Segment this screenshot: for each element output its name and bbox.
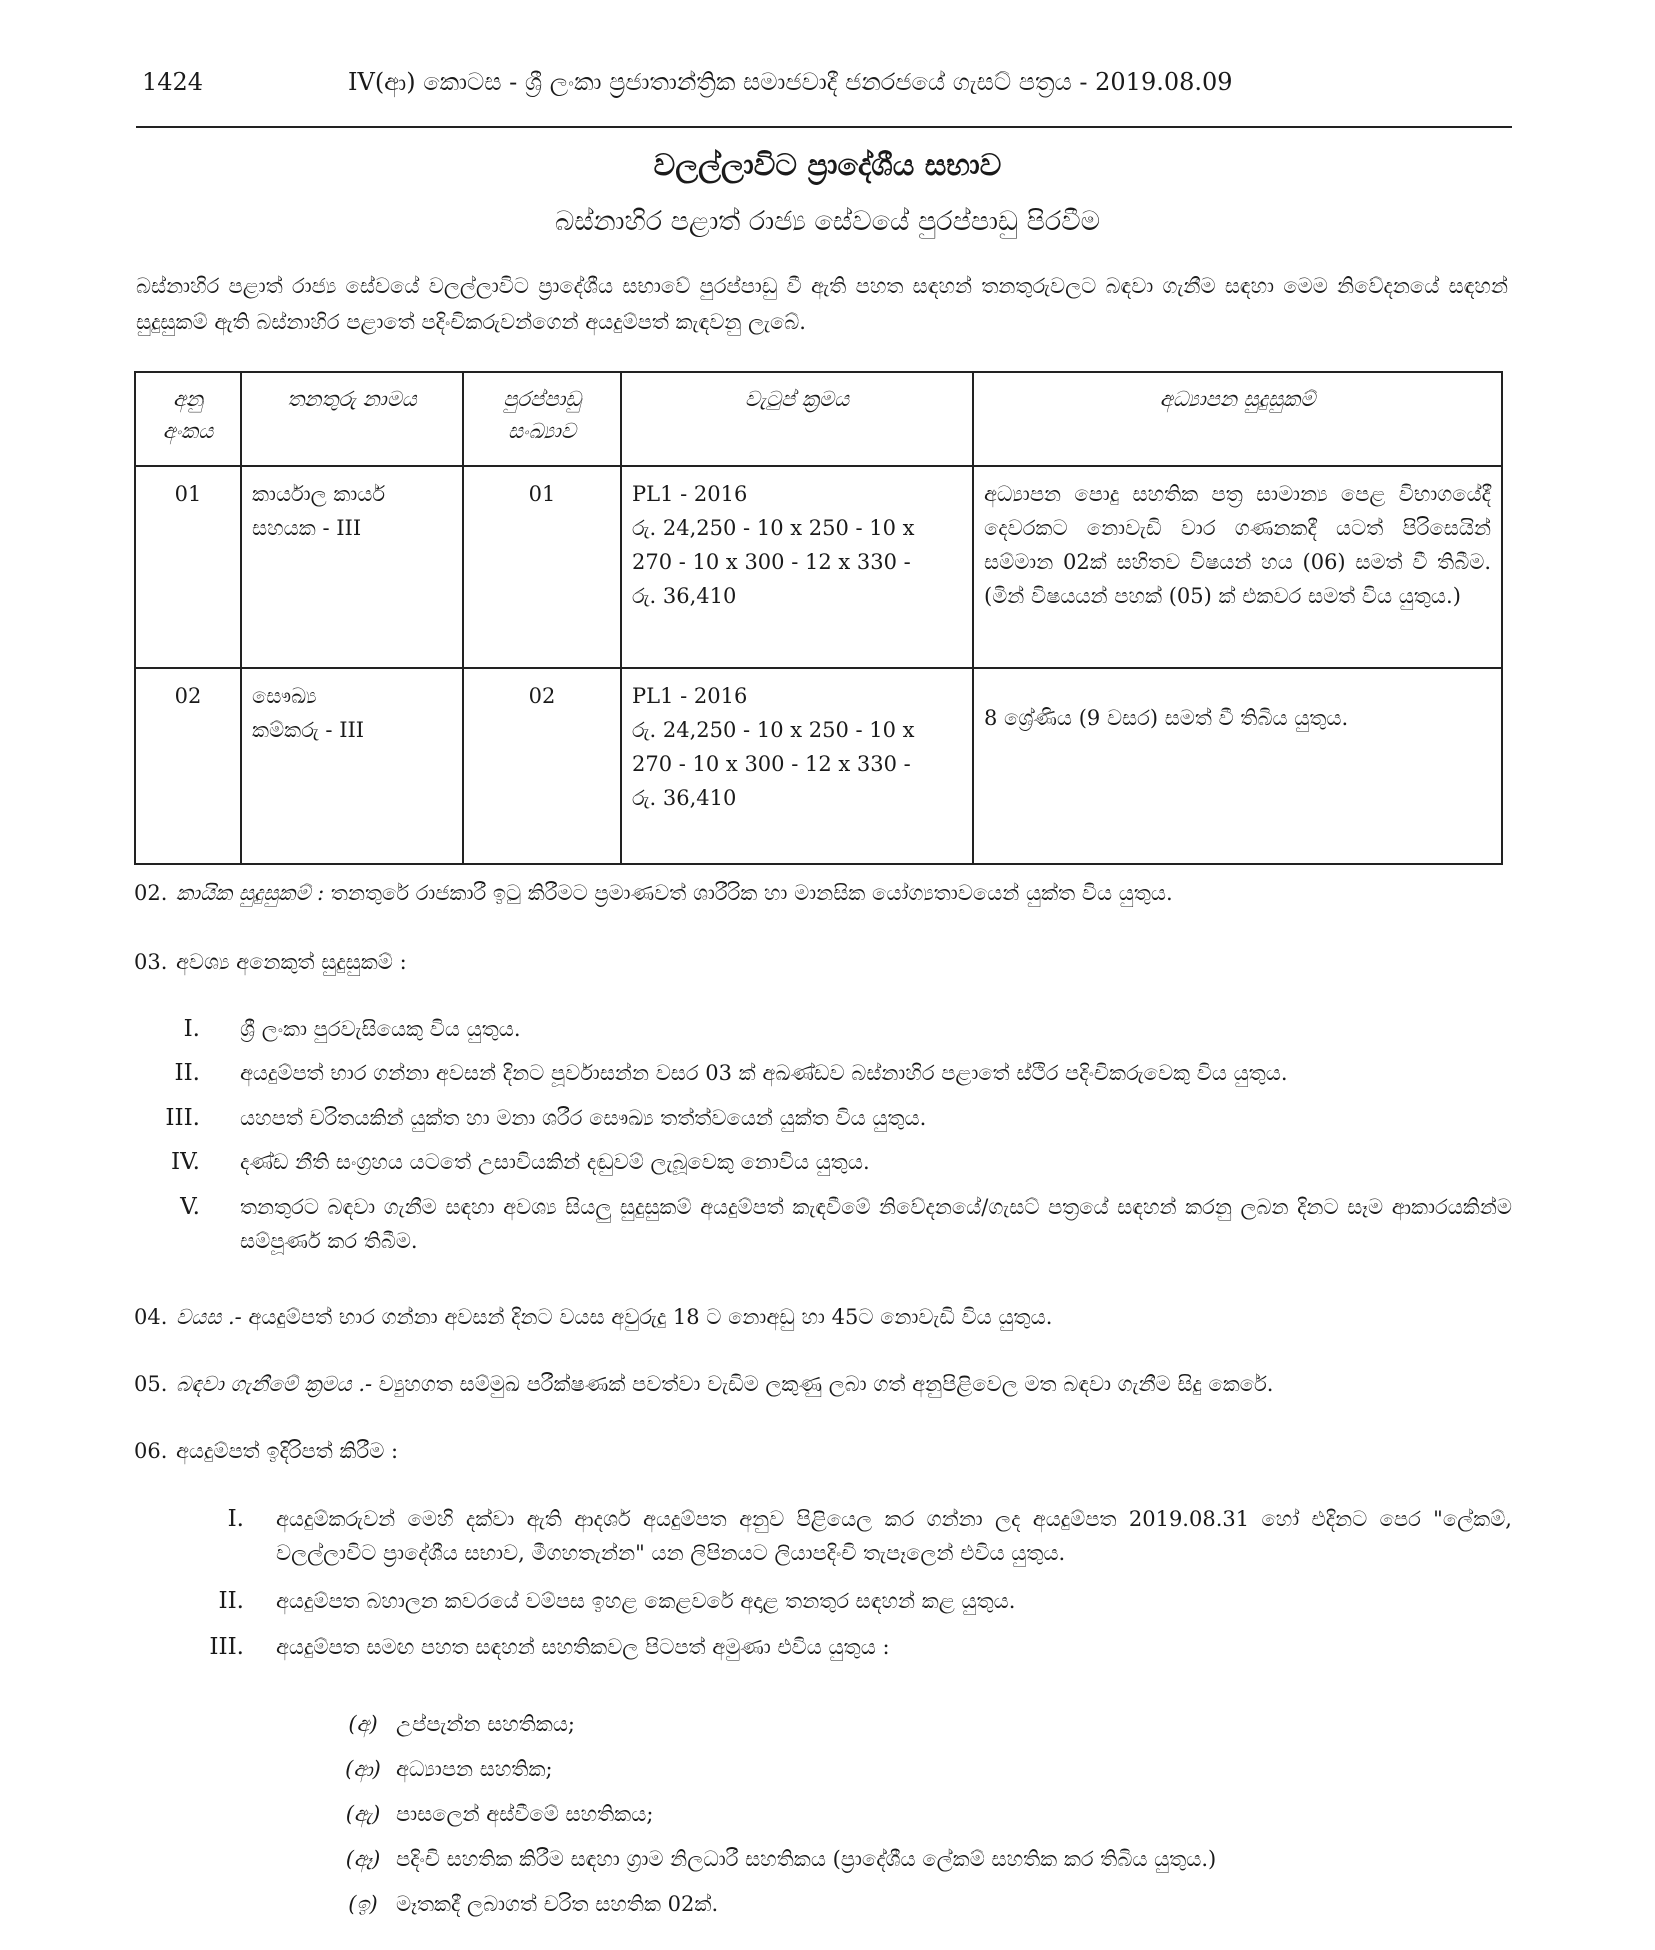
list-item: (ආ) අධ්‍යාපන සහතික; [345, 1757, 553, 1781]
row-salary-scale: PL1 - 2016 රු. 24,250 - 10 x 250 - 10 x 270 - 10 x 300 - 12 x 330 - රු. 36,410 [621, 466, 973, 668]
table-row [135, 668, 1502, 864]
list-item: (ඉ) මෑතකදී ලබාගත් චරිත සහතික 02ක්. [348, 1892, 719, 1916]
table-header-row [135, 372, 1502, 466]
notice-subject: බස්නාහිර පළාත් රාජ්‍ය සේවයේ පුරප්පාඩු පිරවීම [554, 206, 1101, 237]
section-03-heading: 03. අවශ්‍ය අනෙකුත් සුදුසුකම් : [134, 950, 407, 974]
page-header [138, 68, 1510, 108]
gazette-page: 1424 IV(ආ) කොටස - ශ්‍රී ලංකා ප්‍රජාතාන්ත්‍රික සමාජවාදී ජනරජයේ ගැසට් පත්‍රය - 2019.08.09 වලල්ලාවිට ප්‍රාදේශීය සභාව බස්නාහිර පළාත් රාජ්‍ය සේවයේ පුරප්පාඩු පිරවීම බස්නාහිර පළාත් රාජ්‍ය සේවයේ වලල්ලාවිට ප්‍රාදේශීය සභාවේ පුරප්පාඩු වී ඇති පහත සඳහන් තනතුරුවලට බඳවා ගැනීම සඳහා මෙම නිවේදනයේ සඳහන් සුදුසුකම් ඇති බස්නාහිර පළාතේ පදිංචිකරුවන්ගෙන් අයදුම්පත් කැඳවනු ලැබේ. අනු අංකය තනතුරු නාමය පුරප්පාඩු සංඛ්‍යාව වැටුප් ක්‍රමය අධ්‍යාපන සුදුසුකම් 01 කාර්යාල කාර්ය සහයක - III 01 PL1 - 2016 රු. 24,250 - 10 x 250 - 10 x 270 - 10 x 300 - 12 x 330 - රු. 36,410 අධ්‍යාපන පොදු සහතික පත්‍ර සාමාන්‍ය පෙළ විභාගයේදී දෙවරකට නොවැඩි වාර ගණනකදී යටත් පිරිසෙයින් සම්මාන 02ක් සහිතව විෂයන් හය (06) සමත් වී තිබීම. (මින් විෂයයන් පහක් (05) ක් එකවර සමත් විය යුතුය.) 02 සෞඛ්‍ය කම්කරු - III 02 PL1 - 2016 රු. 24,250 - 10 x 250 - 10 x 270 - 10 x 300 - 12 x 330 - රු. 36,410 8 ශ්‍රේණිය (9 වසර) සමත් වී තිබිය යුතුය. 02. කායික සුදුසුකම් : තනතුරේ රාජකාරී ඉටු කිරීමට ප්‍රමාණවත් ශාරීරික හා මානසික යෝග්‍යතාවයෙන් යුක්ත විය යුතුය. 03. අවශ්‍ය අනෙකුත් සුදුසුකම් : I. ශ්‍රී ලංකා පුරවැසියෙකු විය යුතුය. II. අයදුම්පත් භාර ගන්නා අවසන් දිනට පූර්වාසන්න වසර 03 ක් අඛණ්ඩව බස්නාහිර පළාතේ ස්ථිර පදිංචිකරුවෙකු විය යුතුය. III. යහපත් චරිතයකින් යුක්ත හා මනා ශරීර සෞඛ්‍ය තත්ත්වයෙන් යුක්ත විය යුතුය. IV. දණ්ඩ නීති සංග්‍රහය යටතේ උසාවියකින් දඬුවම් ලැබූවෙකු නොවිය යුතුය. V. තනතුරට බඳවා ගැනීම සඳහා අවශ්‍ය සියලු සුදුසුකම් අයදුම්පත් කැඳවීමේ නිවේදනයේ/ගැසට් පත්‍රයේ සඳහන් කරනු ලබන දිනට සෑම ආකාරයකින්ම සම්පූර්ණ කර තිබීම. 04. වයස .- අයදුම්පත් භාර ගන්නා අවසන් දිනට වයස අවුරුදු 18 ට නොඅඩු හා 45ට නොවැඩි විය යුතුය. 05. බඳවා ගැනීමේ ක්‍රමය .- ව්‍යුහගත සම්මුඛ පරීක්ෂණක් පවත්වා වැඩිම ලකුණු ලබා ගත් අනුපිළිවෙල මත බඳවා ගැනීම සිදු කෙරේ. 06. අයදුම්පත් ඉදිරිපත් කිරීම : I. අයදුම්කරුවන් මෙහි දක්වා ඇති ආදර්ශ අයදුම්පත අනුව පිළියෙල කර ගන්නා ලද අයදුම්පත 2019.08.31 හෝ එදිනට පෙර "ලේකම්, වලල්ලාවිට ප්‍රාදේශීය සභාව, මීගහතැන්න" යන ලිපිනයට ලියාපදිංචි තැපෑලෙන් එවිය යුතුය. II. අයදුම්පත බහාලන කවරයේ වම්පස ඉහළ කෙළවරේ අදාළ තනතුර සඳහන් කළ යුතුය. III. අයදුම්පත සමඟ පහත සඳහන් සහතිකවල පිටපත් අමුණා එවිය යුතුය : (අ) උප්පැන්න සහතිකය; (ආ) අධ්‍යාපන සහතික; (ඇ) පාසලෙන් අස්වීමේ සහතිකය; (ඈ) පදිංචි සහතික කිරීම සඳහා ග්‍රාම නිලධාරී සහතිකය (ප්‍රාදේශීය ලේකම් සහතික කර තිබිය යුතුය.) (ඉ) මෑතකදී ලබාගත් චරිත සහතික 02ක්. [0, 0, 1655, 1950]
header-rule [136, 126, 1512, 128]
section-05-recruitment-method: 05. බඳවා ගැනීමේ ක්‍රමය .- ව්‍යුහගත සම්මුඛ පරීක්ෂණක් පවත්වා වැඩිම ලකුණු ලබා ගත් අනුපිළිවෙල මත බඳවා ගැනීම සිදු කෙරේ. [134, 1372, 1274, 1396]
section-02-physical: 02. කායික සුදුසුකම් : තනතුරේ රාජකාරී ඉටු කිරීමට ප්‍රමාණවත් ශාරීරික හා මානසික යෝග්‍යතාවයෙන් යුක්ත විය යුතුය. [134, 881, 1173, 905]
header-post-name: තනතුරු නාමය [241, 372, 463, 466]
header-salary-scale: වැටුප් ක්‍රමය [621, 372, 973, 466]
row-post-name: කාර්යාල කාර්ය සහයක - III [241, 466, 463, 668]
vacancy-table [134, 371, 1503, 865]
intro-paragraph: බස්නාහිර පළාත් රාජ්‍ය සේවයේ වලල්ලාවිට ප්‍රාදේශීය සභාවේ පුරප්පාඩු වී ඇති පහත සඳහන් තනතුරුවලට බඳවා ගැනීම සඳහා මෙම නිවේදනයේ සඳහන් සුදුසුකම් ඇති බස්නාහිර පළාතේ පදිංචිකරුවන්ගෙන් අයදුම්පත් කැඳවනු ලැබේ. [136, 274, 1508, 334]
authority-title: වලල්ලාවිට ප්‍රාදේශීය සභාව [653, 148, 1002, 183]
list-item: (ඈ) පදිංචි සහතික කිරීම සඳහා ග්‍රාම නිලධාරී සහතිකය (ප්‍රාදේශීය ලේකම් සහතික කර තිබිය යුතුය.) [345, 1847, 1217, 1871]
row-serial-no: 01 [135, 466, 241, 668]
row-qualifications: 8 ශ්‍රේණිය (9 වසර) සමත් වී තිබිය යුතුය. [973, 668, 1502, 864]
list-item: (අ) උප්පැන්න සහතිකය; [348, 1712, 575, 1736]
row-vacancy-count: 01 [463, 466, 621, 668]
header-vacancy-count: පුරප්පාඩු සංඛ්‍යාව [463, 372, 621, 466]
row-salary-scale: PL1 - 2016 රු. 24,250 - 10 x 250 - 10 x 270 - 10 x 300 - 12 x 330 - රු. 36,410 [621, 668, 973, 864]
running-head: IV(ආ) කොටස - ශ්‍රී ලංකා ප්‍රජාතාන්ත්‍රික සමාජවාදී ජනරජයේ ගැසට් පත්‍රය - 2019.08.09 [348, 68, 1233, 96]
section-04-age: 04. වයස .- අයදුම්පත් භාර ගන්නා අවසන් දිනට වයස අවුරුදු 18 ට නොඅඩු හා 45ට නොවැඩි විය යුතුය. [134, 1305, 1053, 1329]
row-post-name: සෞඛ්‍ය කම්කරු - III [241, 668, 463, 864]
list-item: (ඇ) පාසලෙන් අස්වීමේ සහතිකය; [345, 1802, 654, 1826]
row-qualifications: අධ්‍යාපන පොදු සහතික පත්‍ර සාමාන්‍ය පෙළ විභාගයේදී දෙවරකට නොවැඩි වාර ගණනකදී යටත් පිරිසෙයින් සම්මාන 02ක් සහිතව විෂයන් හය (06) සමත් වී තිබීම. (මින් විෂයයන් පහක් (05) ක් එකවර සමත් විය යුතුය.) [973, 466, 1502, 668]
header-qualifications: අධ්‍යාපන සුදුසුකම් [973, 372, 1502, 466]
header-serial-no: අනු අංකය [135, 372, 241, 466]
table-row [135, 466, 1502, 668]
section-06-heading: 06. අයදුම්පත් ඉදිරිපත් කිරීම : [134, 1439, 399, 1463]
row-serial-no: 02 [135, 668, 241, 864]
page-number: 1424 [142, 68, 204, 96]
row-vacancy-count: 02 [463, 668, 621, 864]
